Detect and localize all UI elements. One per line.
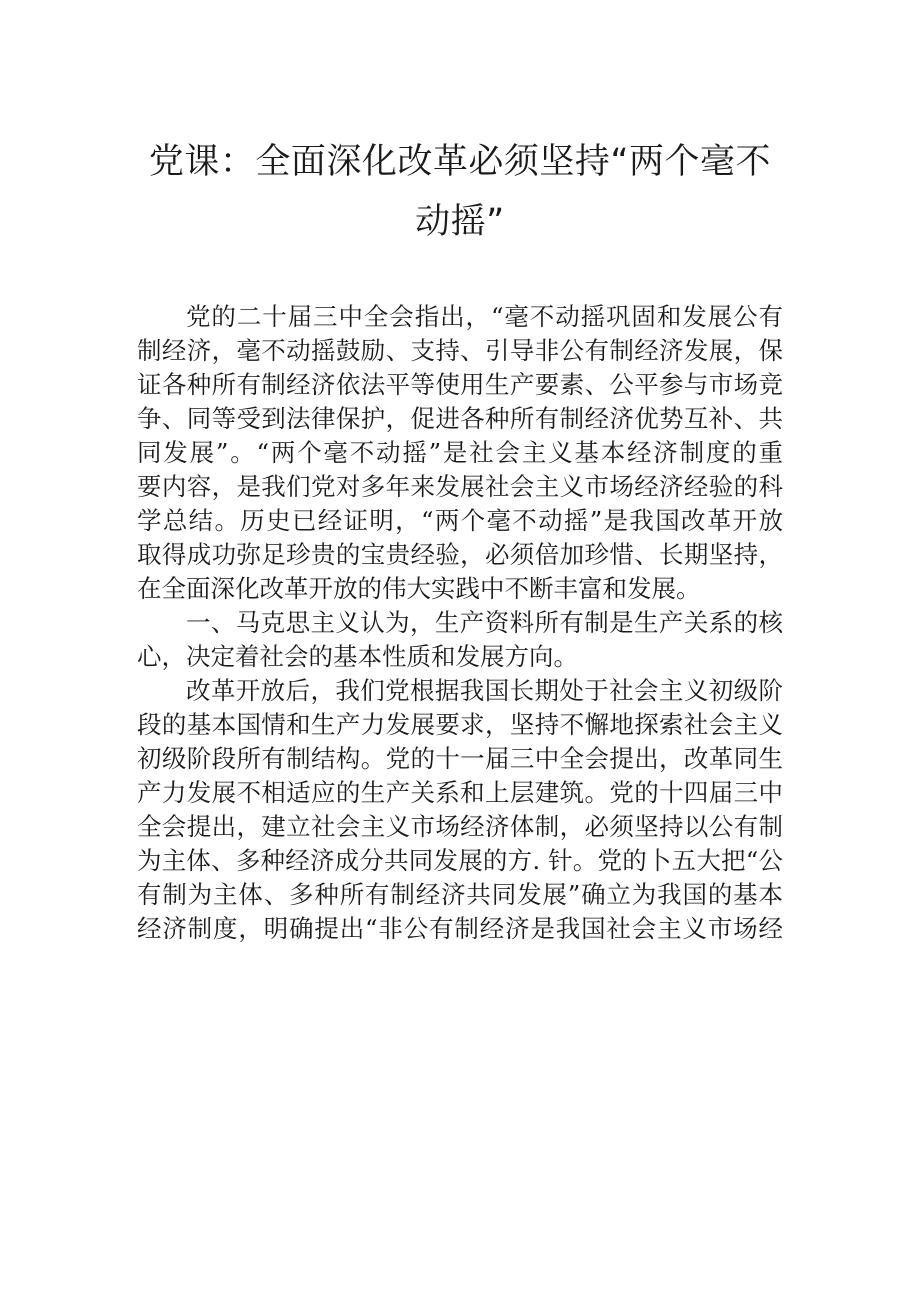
text-line: 制经济，毫不动摇鼓励、支持、引导非公有制经济发展，保 <box>137 336 783 365</box>
paragraph-3 <box>137 674 783 946</box>
text-line: 全会提出，建立社会主义市场经济体制，必须坚持以公有制 <box>137 812 783 841</box>
title-line: 党课：全面深化改革必须坚持“两个毫不 <box>148 142 772 182</box>
text-line: 证各种所有制经济依法平等使用生产要素、公平参与市场竞 <box>137 370 783 399</box>
text-line: 党的二十届三中全会指出，“毫不动摇巩固和发展公有 <box>186 302 783 331</box>
text-line: 初级阶段所有制结构。党的十一届三中全会提出，改革同生 <box>137 744 783 773</box>
text-line: 有制为主体、多种所有制经济共同发展”确立为我国的基本 <box>137 880 783 909</box>
text-line: 心，决定着社会的基本性质和发展方向。 <box>137 642 578 671</box>
text-line: 段的基本国情和生产力发展要求，坚持不懈地探索社会主义 <box>137 710 783 739</box>
text-line: 争、同等受到法律保护，促进各种所有制经济优势互补、共 <box>137 404 783 433</box>
title-line: 动摇” <box>415 202 505 242</box>
text-line: 要内容，是我们党对多年来发展社会主义市场经济经验的科 <box>137 472 783 501</box>
text-line: 经济制度，明确提出“非公有制经济是我国社会主义市场经 <box>137 914 783 943</box>
text-line: 产力发展不相适应的生产关系和上层建筑。党的十四届三中 <box>137 778 783 807</box>
paragraph-1 <box>137 300 783 606</box>
text-line: 一、马克思主义认为，生产资料所有制是生产关系的核 <box>186 608 783 637</box>
text-line: 同发展”。“两个毫不动摇”是社会主义基本经济制度的重 <box>137 438 783 467</box>
document-title <box>138 132 782 252</box>
text-line: 为主体、多种经济成分共同发展的方. 针。党的卜五大把“公 <box>137 846 783 875</box>
paragraph-2 <box>137 606 783 674</box>
text-line: 学总结。历史已经证明，“两个毫不动摇”是我国改革开放 <box>137 506 783 535</box>
document-body <box>137 300 783 946</box>
text-line: 改革开放后，我们党根据我国长期处于社会主义初级阶 <box>186 676 783 705</box>
text-line: 在全面深化改革开放的伟大实践中不断丰富和发展。 <box>137 574 701 603</box>
text-line: 取得成功弥足珍贵的宝贵经验，必须倍加珍惜、长期坚持， <box>137 540 783 569</box>
